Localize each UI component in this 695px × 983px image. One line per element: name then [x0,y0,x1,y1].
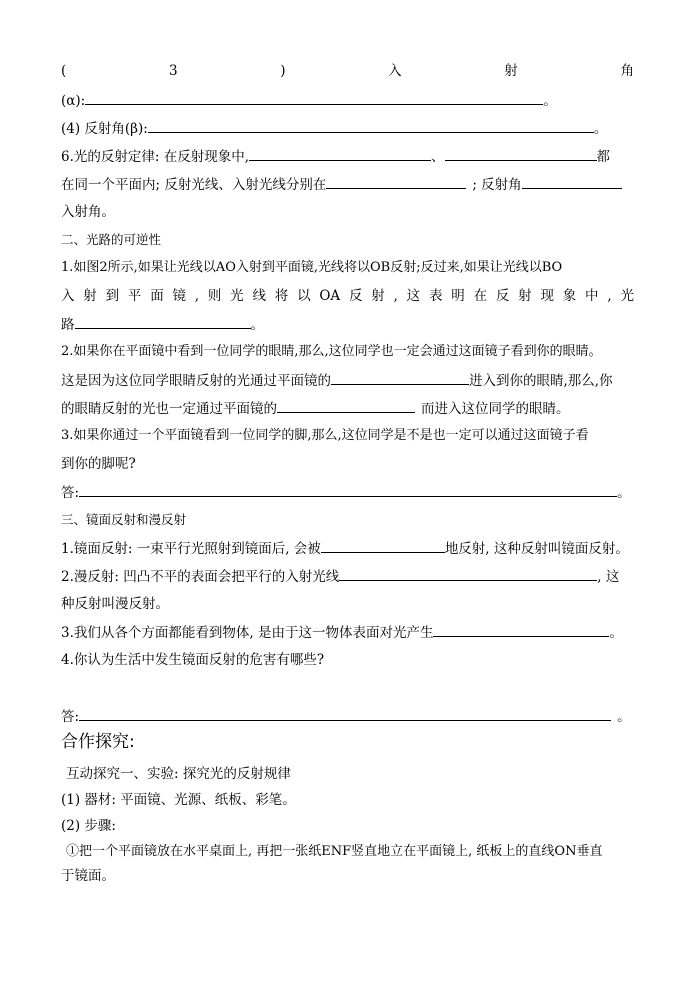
w: 入 [61,288,75,304]
eye-reason-text-2: 进入到你的眼睛,那么,你 [469,373,613,389]
period: 。 [543,93,557,109]
equipment-row: (1) 器材: 平面镜、光源、纸板、彩笔。 [61,792,296,808]
eye-text-2: 而进入这位同学的眼睛。 [421,401,570,417]
w: , [607,288,612,304]
law-blank-2[interactable] [445,147,597,161]
w: 反 [495,288,510,304]
incidence-angle-blank[interactable] [85,91,543,105]
hazard-question: 4.你认为生活中发生镜面反射的危害有哪些? [61,652,325,668]
section-3-heading: 三、镜面反射和漫反射 [61,512,187,527]
step-1-text: ①把一个平面镜放在水平桌面上, 再把一张纸ENF竖直地立在平面镜上, 纸板上的直线ON垂直 [66,844,603,859]
w: 反 [348,288,363,304]
answer-row-2 [61,707,631,726]
w: , [194,288,200,304]
word-ru: 入 [388,63,402,79]
paren-close: ) [280,63,286,79]
answer-blank-1[interactable] [79,483,617,497]
eye-text: 的眼睛反射的光也一定通过平面镜的 [61,401,277,417]
w: 明 [451,288,465,304]
law-blank-3[interactable] [326,175,466,189]
w: 平 [127,288,142,304]
period: 。 [617,485,631,501]
w: 在 [473,288,488,304]
eye-reason-row [61,371,613,390]
w: 表 [428,288,443,304]
section-2-heading: 二、光路的可逆性 [61,232,162,247]
law-end-text: 入射角。 [61,204,115,220]
period: 。 [250,317,264,333]
w: 面 [150,288,164,304]
law-plane-text-2: ; 反射角 [472,177,522,193]
specular-blank[interactable] [321,539,445,553]
w: 到 [105,288,120,304]
specular-text: 1.镜面反射: 一束平行光照射到镜面后, 会被 [61,541,321,557]
path-label: 路 [61,317,75,333]
diffuse-blank[interactable] [339,567,597,581]
eye-question-text: 2.如果你在平面镜中看到一位同学的眼睛,那么,这位同学也一定会通过这面镜子看到你的眼睛。 [61,344,602,359]
alpha-label: (α): [61,93,86,109]
law-text-2: 都 [596,149,611,165]
reversibility-text-2 [61,287,634,305]
w: 射 [518,288,532,304]
reflection-angle-label: (4) 反射角(β): [61,121,148,137]
word-jiao: 角 [620,63,634,79]
diffuse-text: 2.漫反射: 凹凸不平的表面会把平行的入射光线 [61,569,340,585]
light-path-blank[interactable] [75,315,251,329]
period: 。 [609,625,623,641]
step-1-text-2: 于镜面。 [61,868,115,884]
all-directions-blank[interactable] [433,623,609,637]
all-directions-text: 3.我们从各个方面都能看到物体, 是由于这一物体表面对光产生 [61,625,434,641]
steps-label: (2) 步骤: [61,818,116,834]
item-3-incidence-angle-row [61,62,634,80]
diffuse-row [61,567,619,586]
specular-text-2: 地反射, 这种反射叫镜面反射。 [444,541,629,557]
law-blank-1[interactable] [249,147,431,161]
answer-row-1 [61,483,631,502]
specular-row [61,539,629,558]
w: 光 [230,288,244,304]
w: 射 [83,288,97,304]
foot-question-text-2: 到你的脚呢? [61,456,136,472]
eye-blank-2[interactable] [277,399,415,413]
w: 则 [207,288,222,304]
item-number: 3 [168,63,178,79]
w: 中 [585,288,599,304]
eye-reason-text: 这是因为这位同学眼睛反射的光通过平面镜的 [61,373,331,389]
w: 象 [562,288,577,304]
w: 以 [297,288,311,304]
paren-open: ( [61,63,67,79]
w: 现 [540,288,554,304]
word-she: 射 [504,63,518,79]
eye-reason-row-2 [61,399,570,418]
period: 。 [617,709,631,725]
law-of-reflection-row [61,147,610,166]
reflection-angle-blank[interactable] [148,119,594,133]
answer-label: 答: [61,709,80,725]
law-end-row [61,203,115,221]
law-text: 6.光的反射定律: 在反射现象中, [61,149,250,165]
inquiry-1-title: 互动探究一、实验: 探究光的反射规律 [66,766,291,782]
w: 线 [252,288,266,304]
foot-question-text: 3.如果你通过一个平面镜看到一位同学的脚,那么,这位同学是不是也一定可以通过这面镜子看 [61,428,589,443]
all-directions-row [61,623,623,642]
law-plane-text: 在同一个平面内; 反射光线、入射光线分别在 [61,177,327,193]
eye-blank-1[interactable] [331,371,469,385]
period: 。 [593,121,608,137]
diffuse-row-2: 种反射叫漫反射。 [61,596,169,612]
reversibility-text-1: 1.如图2所示,如果让光线以AO入射到平面镜,光线将以OB反射;反过来,如果让光线以BO [61,260,563,275]
law-blank-4[interactable] [522,175,622,189]
cooperative-heading: 合作探究: [61,732,135,752]
answer-label: 答: [61,485,80,501]
reflection-angle-row [61,119,607,138]
incidence-angle-blank-row [61,91,557,110]
w: , [393,288,398,304]
w: 射 [371,288,385,304]
diffuse-text-2: , 这 [597,569,620,585]
w: 这 [406,288,421,304]
law-sep: 、 [431,149,445,165]
w: 光 [620,288,634,304]
w: 将 [274,288,289,304]
w: OA [319,288,341,304]
w: 镜 [172,288,186,304]
light-path-row [61,315,264,334]
law-plane-row [61,175,622,194]
answer-blank-2[interactable] [79,707,611,721]
